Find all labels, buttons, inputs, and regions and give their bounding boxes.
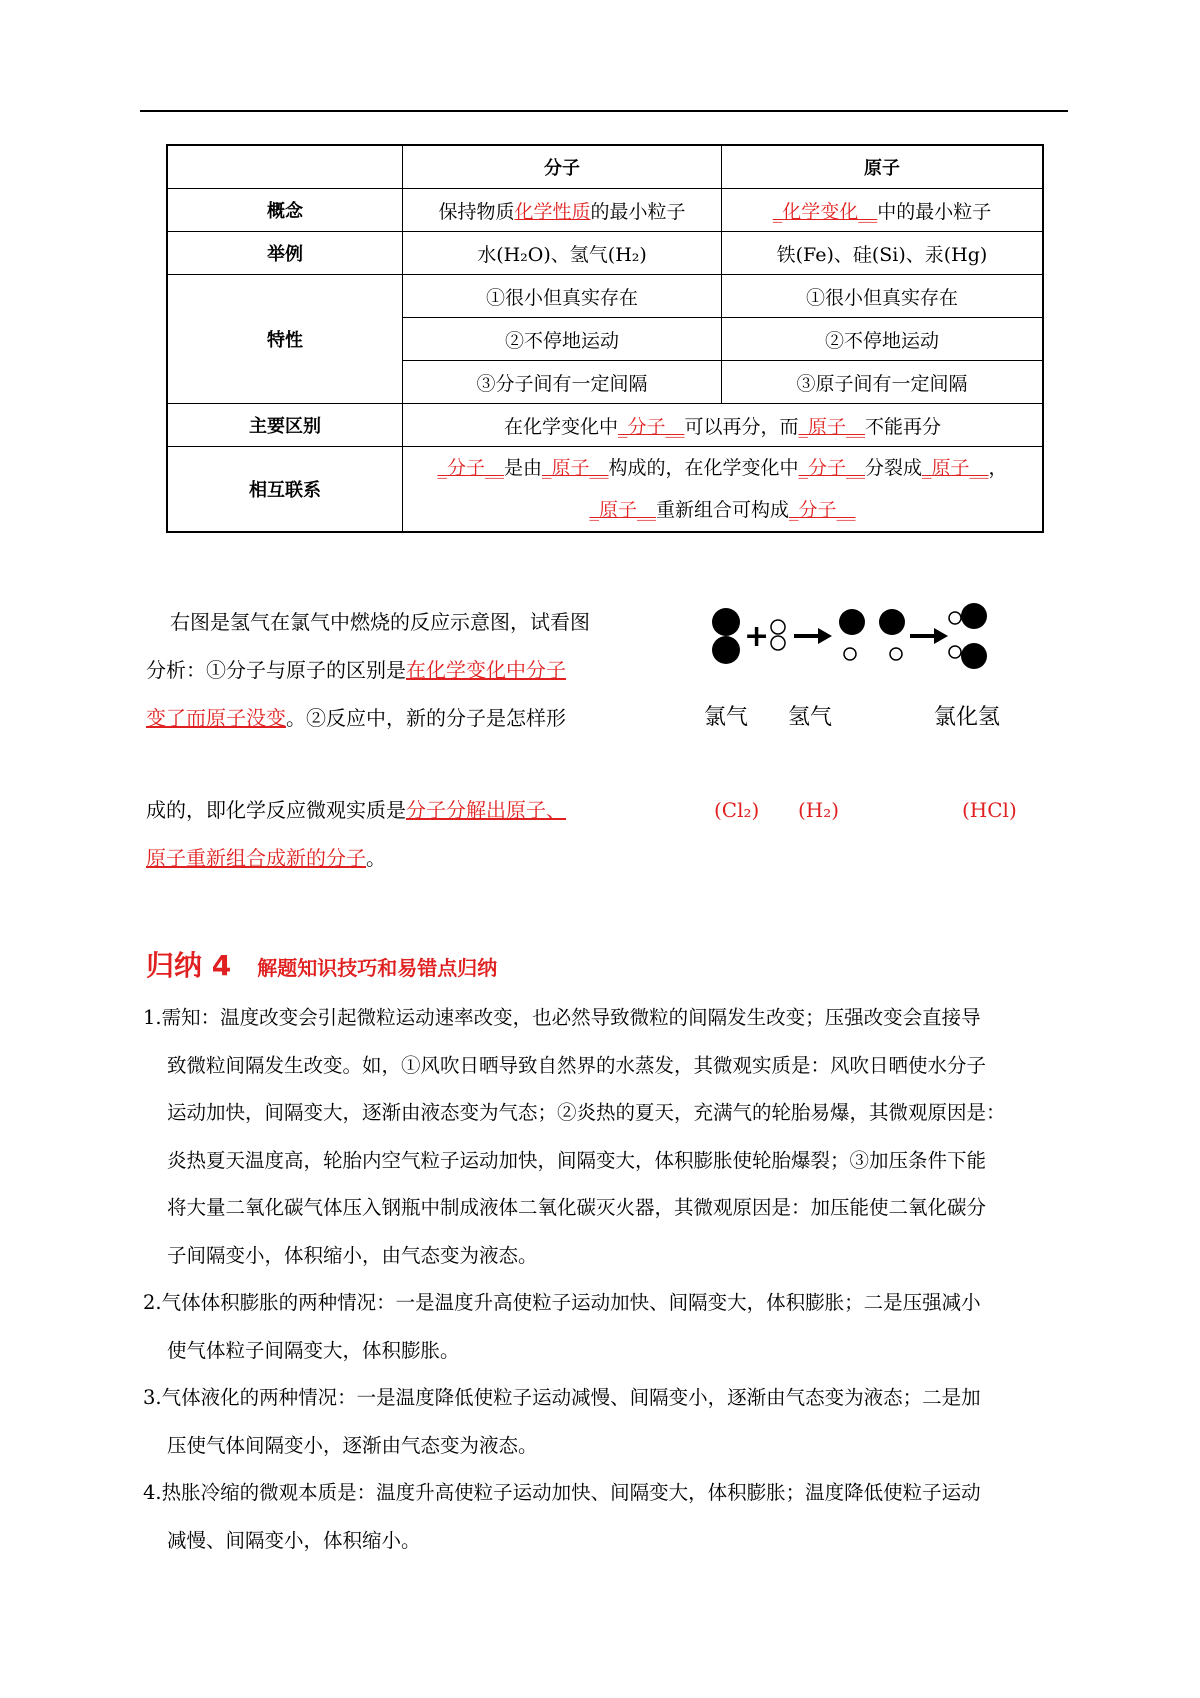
analysis-line: 原子重新组合成新的分子。 [146, 846, 386, 870]
concept-atom-cell: _化学变化__中的最小粒子 [722, 189, 1044, 232]
molecule-atom-table [166, 144, 1044, 533]
answer-text: _化学变化__ [772, 200, 878, 223]
hydrogen-atom [949, 646, 961, 658]
concept-molecule-cell: 保持物质化学性质的最小粒子 [403, 189, 722, 232]
list-item: 1.需知：温度改变会引起微粒运动速率改变，也必然导致微粒的间隔发生改变；压强改变会直接导 致微粒间隔发生改变。如，①风吹日晒导致自然界的水蒸发，其微观实质是：风吹日晒使水分子 运动加快，间隔变大，逐渐由液态变为气态；②炎热的夏天，充满气的轮胎易爆，其微观原因是： 炎热夏天温度高，轮胎内空气粒子运动加快，间隔变大，体积膨胀使轮胎爆裂；③加压条件下能 将大量二氧化碳气体压入钢瓶中制成液体二氧化碳灭火器，其微观原因是：加压能使二氧化碳分 子间隔变小，体积缩小，由气态变为液态。 [143, 1006, 1006, 1267]
reaction-diagram [690, 600, 1070, 680]
difference-cell: 在化学变化中_分子__可以再分，而_原子__不能再分 [403, 404, 1044, 447]
col-header-atom: 原子 [722, 145, 1044, 189]
chlorine-atom [839, 609, 865, 635]
row-label-example: 举例 [167, 232, 403, 275]
label-hydrogen: 氢气 [788, 705, 833, 730]
arrow-icon [818, 628, 832, 644]
arrow-icon [934, 628, 948, 644]
formula-cl2: (Cl₂) [714, 798, 760, 822]
table-header-row [167, 145, 1043, 189]
property-atom-cell: ①很小但真实存在 [722, 275, 1044, 318]
list-item: 4.热胀冷缩的微观本质是：温度升高使粒子运动加快、间隔变大，体积膨胀；温度降低使粒子运动 减慢、间隔变小，体积缩小。 [143, 1481, 981, 1552]
row-label-concept: 概念 [167, 189, 403, 232]
list-item: 2.气体体积膨胀的两种情况：一是温度升高使粒子运动加快、间隔变大，体积膨胀；二是压强减小 使气体粒子间隔变大，体积膨胀。 [143, 1291, 981, 1362]
table-row [167, 404, 1043, 447]
analysis-paragraph-bottom [146, 786, 616, 882]
analysis-line: 成的，即化学反应微观实质是分子分解出原子、 [146, 798, 566, 822]
empty-corner-cell [167, 145, 403, 189]
row-label-difference: 主要区别 [167, 404, 403, 447]
property-atom-cell: ②不停地运动 [722, 318, 1044, 361]
hydrogen-atom [890, 648, 902, 660]
header-rule [140, 110, 1068, 112]
example-molecule-cell: 水(H₂O)、氢气(H₂) [403, 232, 722, 275]
example-atom-cell: 铁(Fe)、硅(Si)、汞(Hg) [722, 232, 1044, 275]
analysis-paragraph-top [146, 598, 616, 742]
table-row [167, 189, 1043, 232]
table-row [167, 232, 1043, 275]
section-number: 归纳 4 [146, 949, 232, 982]
col-header-molecule: 分子 [403, 145, 722, 189]
plus-sign: + [744, 619, 770, 654]
relation-cell: _分子__是由_原子__构成的，在化学变化中_分子__分裂成_原子__， _原子__重新组合可构成_分子__ [403, 447, 1044, 533]
label-chlorine: 氯气 [704, 705, 749, 730]
hydrogen-atom [949, 612, 961, 624]
list-item: 3.气体液化的两种情况：一是温度降低使粒子运动减慢、间隔变小，逐渐由气态变为液态；二是加 压使气体间隔变小，逐渐由气态变为液态。 [143, 1386, 981, 1457]
row-label-relation: 相互联系 [167, 447, 403, 533]
hydrogen-atom [771, 636, 785, 650]
table-row [167, 447, 1043, 533]
property-molecule-cell: ①很小但真实存在 [403, 275, 722, 318]
table-row [167, 275, 1043, 318]
property-atom-cell: ③原子间有一定间隔 [722, 361, 1044, 404]
hydrogen-atom [771, 620, 785, 634]
formula-h2: (H₂) [798, 798, 840, 822]
chlorine-atom [712, 636, 740, 664]
chlorine-atom [712, 608, 740, 636]
chlorine-atom [961, 603, 987, 629]
property-molecule-cell: ③分子间有一定间隔 [403, 361, 722, 404]
section-title: 解题知识技巧和易错点归纳 [257, 956, 498, 980]
chlorine-atom [961, 643, 987, 669]
row-label-property: 特性 [167, 275, 403, 404]
analysis-line: 右图是氢气在氯气中燃烧的反应示意图，试看图 [170, 610, 590, 634]
label-hydrogen-chloride: 氯化氢 [934, 705, 1001, 730]
chlorine-atom [879, 609, 905, 635]
formula-hcl: (HCl) [962, 798, 1017, 822]
property-molecule-cell: ②不停地运动 [403, 318, 722, 361]
answer-text: 化学性质 [514, 200, 591, 223]
analysis-line: 变了而原子没变。②反应中，新的分子是怎样形 [146, 706, 566, 730]
hydrogen-atom [844, 648, 856, 660]
analysis-line: 分析：①分子与原子的区别是在化学变化中分子 [146, 658, 566, 682]
section-heading [146, 944, 497, 984]
